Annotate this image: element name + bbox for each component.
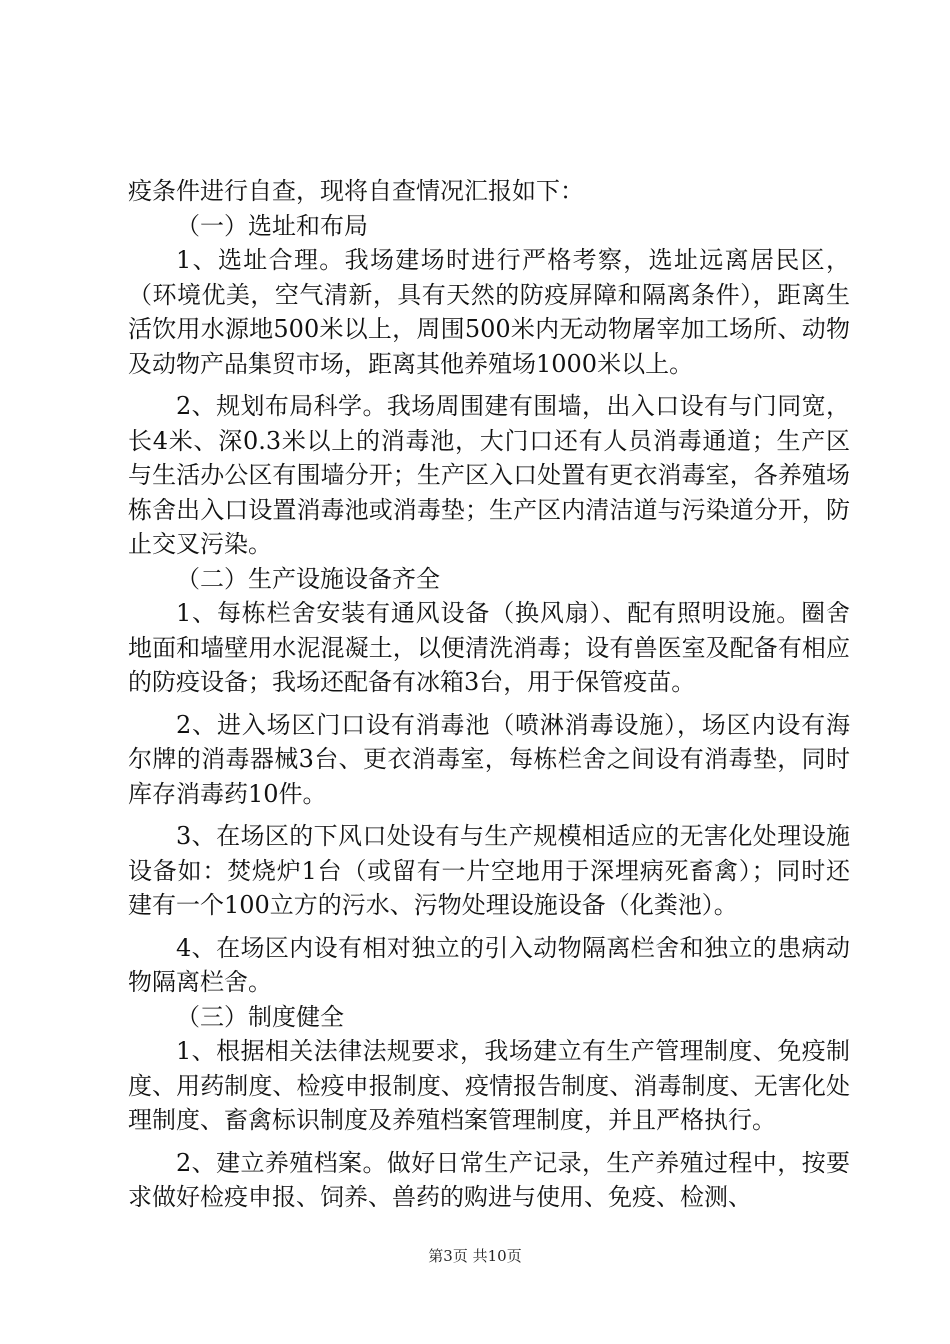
paragraph-2-4: 4、在场区内设有相对独立的引入动物隔离栏舍和独立的患病动物隔离栏舍。 xyxy=(128,933,850,996)
section-heading-2: （二）生产设施设备齐全 xyxy=(176,564,440,593)
paragraph-2-2: 2、进入场区门口设有消毒池（喷淋消毒设施），场区内设有海尔牌的消毒器械3台、更衣消毒室，每栋栏舍之间设有消毒垫，同时库存消毒药10件。 xyxy=(128,710,850,808)
paragraph-1-2: 2、规划布局科学。我场周围建有围墙，出入口设有与门同宽，长4米、深0.3米以上的消毒池，大门口还有人员消毒通道；生产区与生活办公区有围墙分开；生产区入口处置有更衣消毒室，各养殖场栋舍出入口设置消毒池或消毒垫；生产区内清洁道与污染道分开，防止交叉污染。 xyxy=(128,392,850,558)
paragraph-2-3: 3、在场区的下风口处设有与生产规模相适应的无害化处理设施设备如：焚烧炉1台（或留有一片空地用于深埋病死畜禽）；同时还建有一个100立方的污水、污物处理设施设备（化粪池）。 xyxy=(128,822,850,919)
lead-line: 疫条件进行自查，现将自查情况汇报如下： xyxy=(128,177,584,205)
section-heading-3: （三）制度健全 xyxy=(176,1002,344,1031)
paragraph-1-1: 1、选址合理。我场建场时进行严格考察，选址远离居民区，（环境优美，空气清新，具有天然的防疫屏障和隔离条件），距离生活饮用水源地500米以上，周围500米内无动物屠宰加工场所、动物及动物产品集贸市场，距离其他养殖场1000米以上。 xyxy=(128,246,850,378)
paragraph-3-1: 1、根据相关法律法规要求，我场建立有生产管理制度、免疫制度、用药制度、检疫申报制度、疫情报告制度、消毒制度、无害化处理制度、畜禽标识制度及养殖档案管理制度，并且严格执行。 xyxy=(128,1037,850,1134)
paragraph-2-1: 1、每栋栏舍安装有通风设备（换风扇）、配有照明设施。圈舍地面和墙壁用水泥混凝土，以便清洗消毒；设有兽医室及配备有相应的防疫设备；我场还配备有冰箱3台，用于保管疫苗。 xyxy=(128,599,850,696)
document-body xyxy=(128,174,850,1215)
paragraph-3-2: 2、建立养殖档案。做好日常生产记录，生产养殖过程中，按要求做好检疫申报、饲养、兽药的购进与使用、免疫、检测、 xyxy=(128,1148,850,1211)
section-heading-1: （一）选址和布局 xyxy=(176,211,368,240)
page-number-footer: 第3页 共10页 xyxy=(428,1247,522,1265)
